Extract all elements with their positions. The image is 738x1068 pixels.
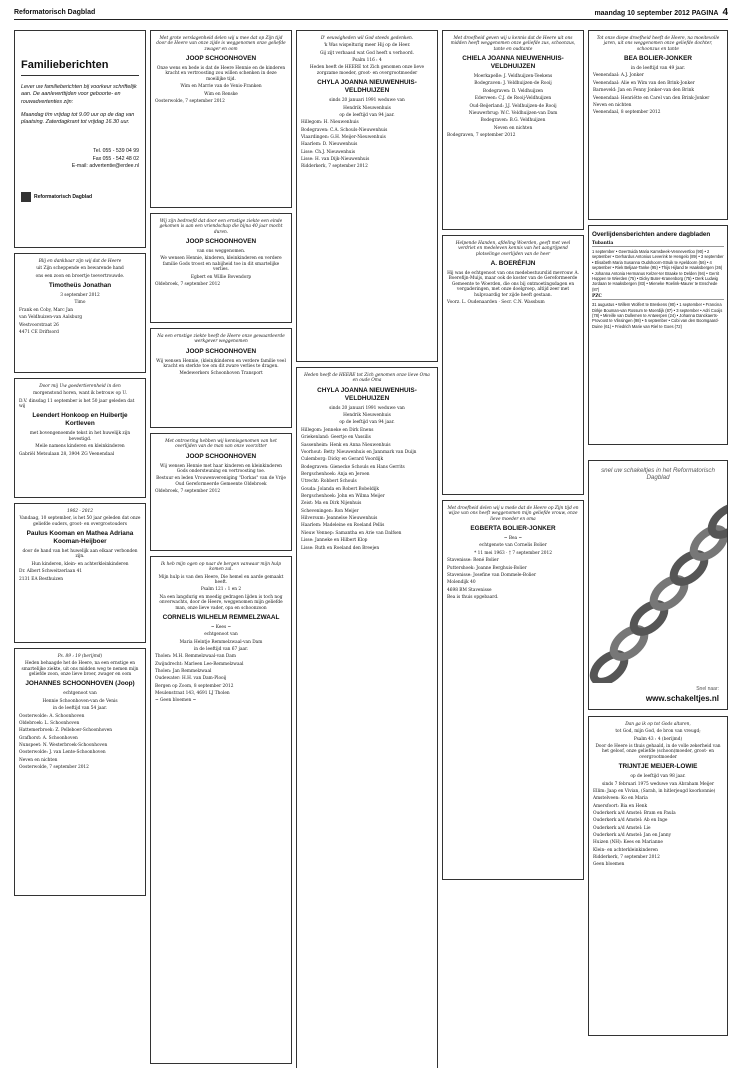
- notice-line: D' eeuwigheden wil God steeds gedenken.: [320, 36, 414, 41]
- notice-name: A. BOERÉFIJN: [490, 260, 536, 268]
- notice-sub: op de leeftijd van 94 jaar.: [339, 112, 395, 118]
- page-number: 4: [722, 7, 728, 18]
- notice-line: Dan ga ik op tot Gods altaren,: [625, 722, 691, 727]
- notice-name: CHIELA JOANNA NIEUWENHUIS-VELDHUIJZEN: [462, 55, 564, 71]
- notice-footer: Hillegom: H. Nieuwenhuis: [301, 120, 359, 126]
- notice-name: Timotheüs Jonathan: [48, 282, 112, 290]
- notice-footer: Neven en nichten: [593, 102, 632, 108]
- notice-sub: op de leeftijd van 98 jaar.: [630, 774, 686, 780]
- notice-footer: Gouda: Jolanda en Robert Bobeldijk: [301, 486, 380, 492]
- notice-sub: Wim en Marrie van de Venis-Franken: [180, 84, 262, 90]
- notice-sub: Medewerkers Schoonhoven Transport: [179, 371, 263, 377]
- ad-url[interactable]: www.schakeltjes.nl: [645, 694, 719, 703]
- notice-sub: Moerkapelle: J. Veldhuijzen-Teekens: [473, 74, 553, 80]
- notice-footer: Ouderkerk a/d Amstel: Bram en Paula: [593, 810, 676, 816]
- notice-sub: Oud-Beijerland: J.J. Veldhuijzen-de Rooij: [469, 103, 557, 109]
- notice-footer: Barneveld: Jan en Fenny Jonker-van den Brink: [593, 88, 694, 94]
- notice-footer: 2131 EA Besthuizen: [19, 576, 64, 582]
- notice-text: D.V. dinsdag 11 september is het 50 jaar geleden dat wij: [19, 398, 135, 410]
- notice-footer: Frank en Coby, Marc Jan: [19, 307, 74, 313]
- notice-footer: van Veldhuizen-van Aalsburg: [19, 315, 83, 321]
- notice-footer: Haarlem: D. Nieuwenhuis: [301, 142, 358, 148]
- notice-footer: ~ Geen bloemen ~: [155, 698, 197, 704]
- notice-name: JOOP SCHOONHOVEN: [185, 55, 257, 63]
- overl-section-pzc: PZC: [592, 294, 724, 300]
- notice-footer: Gabriël Metsulaan 28, 3904 ZG Veenendaal: [19, 451, 115, 457]
- notice-line: Mijn hulp is van den Heere, Die hemel en aarde gemaakt heeft.: [158, 574, 284, 586]
- death-notice: [442, 500, 584, 880]
- death-notice: [588, 30, 728, 220]
- notice-line: Psalm 43 : 4 (berijmd): [633, 736, 683, 742]
- notice-line: Gij zijt verbaasd wat God heeft u verhoord.: [319, 50, 415, 56]
- column-5-ads: [588, 30, 728, 220]
- overl-section-tubantia: Tubantia: [592, 241, 724, 247]
- section-title: Familieberichten: [21, 59, 139, 76]
- notice-footer: Nunspeet: N. Westerbroek-Schoonhoven: [19, 742, 108, 748]
- notice-sub: ~ Kees ~: [210, 624, 232, 630]
- notice-footer: Hillegom: Jenneke en Dirk Enens: [301, 427, 374, 433]
- column-2: [150, 30, 292, 1068]
- notice-footer: 4471 CE Driftsord: [19, 329, 59, 335]
- notice-sub: Bodegraven: J. Veldhuijzen-de Rooij: [474, 81, 552, 87]
- notice-footer: Utrecht: Robbert Schouls: [301, 479, 357, 485]
- notice-footer: Klein- en achterkleinkinderen: [593, 847, 658, 853]
- notice-line: Met ontroering hebben wij kennisgenomen van het overlijden van de man van onze voorzitter: [165, 439, 277, 450]
- notice-name: JOHANNES SCHOONHOVEN (Joop): [25, 680, 135, 688]
- death-notice: [442, 235, 584, 495]
- notice-footer: Meulenstraat 143, 4691 LJ Tholen: [155, 691, 230, 697]
- schakeltjes-advertisement[interactable]: [588, 460, 728, 710]
- notice-footer: Veenendaal: Henriëtte en Carel van den Brink-Jonker: [593, 95, 710, 101]
- notice-sub: sinds 7 februari 1975 weduwe van Abraham Meijer: [601, 781, 715, 787]
- notice-footer: Zwijndrecht: Marleen Lee-Remmelzwaal: [155, 661, 244, 667]
- notice-sub: van ons weggenomen.: [196, 249, 246, 255]
- death-notice: [14, 648, 146, 896]
- notice-footer: Stavenisse: René Bolier: [447, 558, 499, 564]
- notice-line: tot God, mijn God, de bron van vreugd;: [615, 729, 701, 735]
- notice-footer: Lisse: Ruth en Roeland den Breejen: [301, 545, 380, 551]
- notice-sub: We wensen Hennie, kinderen, kleinkinderen en verdere familie Gods troost en nabijheid toe in dit smartelijke verlies.: [160, 256, 282, 273]
- notice-footer: Huizen (NH): Kees en Marianne: [593, 840, 663, 846]
- notice-footer: Nieuw Vennep: Samantha en Arie van Dalfsen: [301, 530, 402, 536]
- notice-footer: Tholen: M.H. Remmelzwaal-van Dam: [155, 654, 236, 660]
- notice-line: Na een langdurig en moedig gedragen lijden is toch nog onverwachts, door de Heere, weggenomen mijn geliefde man, onze lieve vader, opa en schoonzoon: [159, 594, 283, 611]
- notice-footer: Stavenisse: Josefine van Dommele-Bolier: [447, 572, 537, 578]
- column-1: [14, 30, 146, 901]
- notice-footer: Dr. Albert Schweitzerlaan 41: [19, 569, 83, 575]
- death-notice: [150, 433, 292, 551]
- notice-line: Door de Heere is thuis gehaald, in de volle zekerheid van het geloof, onze geliefde (schoon)moeder, groot- en overgrootmoeder: [595, 744, 721, 760]
- notice-line: Helpende Handen, afdeling Woerden, geeft met veel verdriet en medeleven kennis van het aangrijpend plotselinge overlijden van de heer: [455, 241, 571, 257]
- contact-block: [21, 148, 139, 170]
- fax: Fax 055 - 542 48 02: [92, 155, 139, 162]
- notice-sub: Hennie Schoonhoven-van de Venis: [42, 698, 118, 704]
- familieberichten-box: [14, 30, 146, 248]
- death-notice: [150, 328, 292, 428]
- overl-title: Overlijdensberichten andere dagbladen: [592, 231, 711, 238]
- notice-footer: Oldebroek: L. Schoonhoven: [19, 720, 80, 726]
- notice-footer: Tholen: Jan Remmelzwaal: [155, 669, 212, 675]
- notice-footer: 4698 BM Stavenisse: [447, 587, 492, 593]
- page-header: [14, 6, 728, 20]
- notice-footer: Amersfoort: Bia en Henk: [593, 803, 648, 809]
- notice-footer: Veenendaal: A.J. Jonker: [593, 73, 644, 79]
- notice-line: Met droefheid delen wij u mede dat de Heere op Zijn tijd en wijze van ons heeft weggenomen mijn geliefde vrouw, onze lieve moeder en oma: [447, 506, 579, 522]
- notice-sub: Onze wens en bede is dat de Heere Hennie en de kinderen kracht en vertroosting zou willen schenken in deze moeilijke tijd.: [156, 66, 286, 82]
- notice-footer: Ouderkerk a/d Amstel: Lie: [593, 825, 651, 831]
- death-notice: [14, 253, 146, 373]
- phone: Tel. 055 - 539 04 99: [93, 148, 139, 155]
- death-notice: [150, 30, 292, 208]
- notice-footer: Haarlem: Madeleine en Roeland Pellis: [301, 523, 385, 529]
- notice-footer: Ridderkerk, 7 september 2012: [593, 855, 660, 861]
- notice-sub: sinds 20 januari 1991 weduwe van: [329, 98, 405, 104]
- notice-footer: Lisse: Ch.J. Nieuwenhuis: [301, 149, 356, 155]
- notice-line: Psalm 121 : 1 en 2: [200, 587, 242, 593]
- notice-sub: * 11 mei 1963 · † 7 september 2012: [474, 550, 552, 556]
- notice-footer: Oosterwolde, 7 september 2012: [155, 98, 225, 104]
- notice-line: ons een zoon en broertje toevertrouwde.: [35, 273, 125, 279]
- notice-footer: Scheveningen: Ron Meijer: [301, 508, 359, 514]
- notice-sub: Bodegraven: D. Veldhuijzen: [482, 88, 544, 94]
- notice-footer: Veenendaal: Alie en Wim van den Brink-Jonker: [593, 80, 695, 86]
- notice-sub: Maria Heintje Remmelzwaal-van Dam: [179, 639, 263, 645]
- notice-footer: Grafhorst: A. Schoonhoven: [19, 735, 78, 741]
- notice-line: Na een ernstige ziekte heeft de Heere onze gewaardeerde werkgever weggenomen: [157, 334, 285, 345]
- notice-sub: in de leeftijd van 67 jaar.: [193, 646, 249, 652]
- notice-footer: Westvoorstraat 26: [19, 322, 59, 328]
- intro-text: Lever uw familieberichten bij voorkeur schriftelijk aan. De aanleverttijden voor geboorte- en rouwadvertenties zijn:: [21, 84, 137, 105]
- notice-footer: Bodegraven: C.A. Schouls-Nieuwenhuis: [301, 127, 388, 133]
- notice-sub: Bodegraven: B.G. Veldhuijzen: [480, 118, 546, 124]
- ad-slogan: snel uw schakeltjes in het Reformatorisch Dagblad: [601, 467, 715, 481]
- death-notice: [296, 367, 438, 1068]
- notice-name: EGBERTA BOLIER-JONKER: [470, 525, 556, 533]
- notice-line: Heden behaagde het de Heere, na een ernstige en smartelijke ziekte, uit ons midden weg te nemen mijn geliefde zoon, onze lieve broer, zwager en oom: [21, 661, 139, 678]
- notice-sub: sinds 20 januari 1991 weduwe van: [329, 405, 405, 411]
- deadline-text: Maandag t/m vrijdag tot 9.00 uur op de dag van plaatsing. Zaterdagkrant tot vrijdag 16.30 uur.: [21, 111, 135, 126]
- notice-sub: Wim en Renske: [204, 91, 238, 97]
- notice-line: Ps. 89 : 19 (berijmd): [57, 654, 103, 659]
- notice-line: 1962 · 2012: [67, 509, 93, 514]
- notice-sub: Timo: [74, 300, 86, 306]
- notice-footer: Veenendaal, 8 september 2012: [593, 110, 661, 116]
- death-notice: [14, 378, 146, 498]
- notice-line: Heden heeft de HEERE tot Zich genomen onze lieve zorgzame moeder, groot- en overgrootmoeder: [309, 65, 425, 76]
- notice-sub: door de hand van het huwelijk aan elkaar verbonden zijn.: [22, 549, 138, 560]
- notice-footer: Lisse: H. van Dijk-Nieuwenhuis: [301, 157, 370, 163]
- notice-name: BEA BOLIER-JONKER: [624, 55, 692, 63]
- notice-sub: Egbert en Willie Bovendorp: [190, 274, 252, 280]
- notice-sub: echtgenote van Cornelis Bolier: [479, 543, 547, 549]
- notice-sub: Nieuwerbrug: W.C. Veldhuijzen-van Dam: [468, 110, 558, 116]
- notice-sub: echtgenoot van: [204, 632, 238, 638]
- notice-footer: Molendijk 40: [447, 580, 476, 586]
- notice-line: uit Zijn scheppende en bewarende hand: [36, 266, 124, 272]
- notice-footer: Culemborg: Dicky en Gerard Voordijk: [301, 457, 384, 463]
- notice-footer: Oldebroek, 7 september 2012: [155, 281, 221, 287]
- notice-footer: Bergschenhoek: Anja en Jeroen: [301, 471, 370, 477]
- notice-name: CORNELIS WILHELM REMMELZWAAL: [162, 613, 280, 621]
- notice-footer: Oudewater: H.H. van Dam-Plooij: [155, 676, 227, 682]
- notice-line: Met droefheid geven wij u kennis dat de Heere uit ons midden heeft weggenomen onze geliefde zus, schoonzus, tante en oudtante: [450, 36, 576, 52]
- notice-sub: Meile namens kinderen en kleinkinderen: [35, 444, 125, 450]
- notice-sub: echtgenoot van: [63, 691, 97, 697]
- column-1-ads: [14, 253, 146, 896]
- notice-sub: Hij was de echtgenoot van ons medebestuurslid mevrouw A. Boerefijn-Muijs, maar ook de koster van de Gereformeerde Gemeente te Woerden, die ons bij ontmoetingsdagen en vergaderingen, met onze doelgroep, altijd zeer met hulpvaardig ter zijde heeft gestaan.: [447, 271, 579, 298]
- logo: Reformatorisch Dagblad: [21, 192, 139, 202]
- notice-line: Met grote verslagenheid delen wij u mee dat op Zijn tijd door de Heere van onze zijde is weggenomen onze geliefde zwager en oom: [156, 36, 286, 52]
- notice-line: Psalm 116 : 4: [352, 58, 382, 64]
- notice-line: morgenstond horen, want ik betrouw op U.: [33, 391, 127, 397]
- notice-footer: Ellim: Jaap en Vivian, (Sarah, in hitlerjeugd koorkonnie): [593, 788, 716, 794]
- notice-sub: Bestuur en leden Vrouwenvereniging "Dorkas" van de Vrije Oud Gereformeerde Gemeente Oldebroek: [156, 476, 286, 487]
- notice-sub: op de leeftijd van 94 jaar.: [339, 420, 395, 426]
- notice-sub: Hendrik Nieuwenhuis: [343, 413, 391, 419]
- notice-sub: Neven en nichten: [493, 125, 533, 131]
- notice-name: Paulus Kooman en Mathea Adriana Kooman-Heijboer: [26, 530, 134, 546]
- notice-footer: Geen bloemen: [593, 862, 625, 868]
- notice-line: 'k Was wispelturig meer Hij op de Heer.: [323, 43, 411, 49]
- notice-sub: Wij wensen Hennie, (klein)kinderen en verdere familie veel kracht en sterkte toe om dit zware verlies te dragen.: [156, 358, 286, 370]
- notice-footer: Oosterwolde, 7 september 2012: [19, 765, 89, 771]
- paper-name: Reformatorisch Dagblad: [14, 9, 96, 16]
- notice-footer: Bodegraven: Gienecke Schouls en Hans Gerrits: [301, 464, 405, 470]
- page-info: [594, 7, 728, 18]
- notice-sub: in de leeftijd van 49 jaar.: [630, 66, 686, 72]
- notice-footer: Vlaardingen: G.H. Meijer-Nieuwenhuis: [301, 134, 386, 140]
- notice-footer: Hilversum: Jeannelse Nieuwenhuis: [301, 516, 378, 522]
- notice-line: Blij en dankbaar zijn wij dat de Heere: [38, 259, 122, 264]
- notice-footer: Hattemerbroek: Z. Pelleboer-Schoonhoven: [19, 728, 113, 734]
- chain-icon: [589, 483, 728, 683]
- notice-footer: Oosterwolde: A. Schoonhoven: [19, 713, 85, 719]
- notice-footer: Lisse: Janneke en Hilbert Klop: [301, 538, 368, 544]
- notice-footer: Bea is thuis opgebaard.: [447, 594, 499, 600]
- notice-footer: Amstelveen: Ko en Maria: [593, 796, 648, 802]
- notice-footer: Oldebroek, 7 september 2012: [155, 489, 221, 495]
- notice-name: Leendert Honkoop en Huibertje Kortleven: [32, 412, 128, 428]
- ad-cta: Snel naar:: [696, 686, 719, 692]
- notice-footer: Bergschenhoek: John en Wilma Meijer: [301, 494, 385, 500]
- notice-footer: Ouderkerk a/d Amstel: Ab en Inge: [593, 818, 668, 824]
- notice-sub: in de leeftijd van 54 jaar.: [52, 706, 108, 712]
- notice-footer: Voorhout: Betty Nieuwenhuis en Jannmark van Duijn: [301, 449, 417, 455]
- death-notice: [150, 556, 292, 1064]
- overl-body-2: 31 augustus • Willem Wolfert te Breskens (90) • 1 september • Francina Dirkje Bouman-van Rossum te Moerdijk (87) • 3 september • Adri Cooijs (78) • Mireille van Dullemen te Antwerpen (24) • Johanna Danckaerts-Provoost te Vlissingen (98) • 5 september • Cobi van den Boomgaard-Duine (61) • Friedrich Marie van Riel te Goes (72): [592, 302, 723, 329]
- notice-footer: Puttershoek: Joanne Berghuis-Bolier: [447, 565, 527, 571]
- notice-line: Vandaag, 10 september, is het 50 jaar geleden dat onze geliefde ouders, groot- en overgrootouders: [19, 516, 141, 527]
- overlijdensberichten-box: [588, 225, 728, 445]
- death-notice: [588, 716, 728, 1036]
- notice-footer: Bodegraven, 7 september 2012: [447, 132, 516, 138]
- overl-body-1: 1 september • Geertruida Maria Kamsbeek-Vennevertloo (90) • 2 september • Gerhardus Antonius Leverink te Hengelo (89) • 3 september • Elisabeth Maria Susanna Oudshoorn-Struik te Apeldoorn (56) • 4 september • Riek Beljaar-Tanke (95) • Thijs Hijland te Haaksbergen (36) • Johanna Antonia Hermanus Kelzer-ter Braake te Delden (94) • Gerrit Hoppen te Wierden (75) • Dicky Buter-Kranenborg (75) • Derk Ludwig Jordaan te Haaksbergen (83) • Mieneke Roelink-Maurer te Enschede (87): [592, 249, 724, 292]
- notice-footer: Oosterwolde: J. van Lente-Schoonhoven: [19, 750, 106, 756]
- death-notice: [442, 30, 584, 230]
- notice-footer: Sassenheim: Henk en Anna Nieuwenhuis: [301, 442, 391, 448]
- notice-name: JOOP SCHOONHOVEN: [185, 452, 257, 460]
- death-notice: [296, 30, 438, 362]
- page-label: PAGINA: [691, 10, 719, 17]
- email[interactable]: E-mail: advertentie@erdee.nl: [71, 163, 139, 170]
- notice-footer: Zeist: Ma en Dirk Nijenhuis: [301, 501, 362, 507]
- notice-name: JOOP SCHOONHOVEN: [185, 238, 257, 246]
- notice-line: Ik heb mijn ogen op naar de bergen vanwaar mijn hulp komen zal.: [160, 562, 282, 573]
- notice-sub: met bovengenoemde tekst in het huwelijk zijn bevestigd.: [29, 431, 131, 442]
- notice-footer: Griekenland: Geertje en Vassilis: [301, 435, 371, 441]
- date: maandag 10 september 2012: [594, 10, 690, 17]
- notice-line: Door mij Uw goedertierenheid in den: [39, 384, 121, 389]
- notice-line: Wij zijn bedroefd dat door een ernstige ziekte een einde gekomen is aan een vriendschap die bijna 40 jaar mocht duren.: [159, 219, 283, 235]
- notice-name: JOOP SCHOONHOVEN: [185, 347, 257, 355]
- notice-sub: Wij wensen Hennie met haar kinderen en kleinkinderen Gods ondersteuning en vertroosting toe.: [160, 463, 282, 475]
- notice-sub: 3 september 2012: [60, 293, 100, 299]
- notice-sub: ~ Bea ~: [503, 536, 523, 542]
- notice-line: Tot onze diepe droefheid heeft de Heere, na moeitevolle jaren, uit ons weggenomen onze geliefde dochter, schoonzus en tante: [596, 36, 720, 52]
- notice-line: Heden heeft de HEERE tot Zich genomen onze lieve Oma en oude Oma: [304, 373, 430, 384]
- death-notice: [14, 503, 146, 643]
- notice-footer: Bergen op Zoom, 8 september 2012: [155, 683, 234, 689]
- notice-name: TRIJNTJE MEIJER-LOWIE: [618, 763, 698, 771]
- column-5-bottom: [588, 716, 728, 1041]
- notice-footer: Voorz. L. Oudenaarden · Secr. C.N. Wassbum: [447, 299, 545, 305]
- notice-name: CHYLA JOANNA NIEUWENHUIS-VELDHUIJZEN: [317, 79, 417, 95]
- notice-sub: Hun kinderen, klein- en achterkleinkinderen: [31, 561, 129, 567]
- notice-name: CHYLA JOANNA NIEUWENHUIS-VELDHUIJZEN: [317, 386, 417, 402]
- notice-sub: Hendrik Nieuwenhuis: [343, 105, 391, 111]
- notice-sub: Ederveen: C.J. de Rooij-Veldhuijzen: [474, 96, 552, 102]
- notice-footer: Ouderkerk a/d Amstel: Jan en Janny: [593, 833, 672, 839]
- logo-icon: [21, 192, 31, 202]
- column-3: [296, 30, 438, 1068]
- column-4: [442, 30, 584, 885]
- death-notice: [150, 213, 292, 323]
- notice-footer: Ridderkerk, 7 september 2012: [301, 164, 368, 170]
- column-5: [588, 30, 728, 450]
- notice-footer: Neven en nichten: [19, 757, 58, 763]
